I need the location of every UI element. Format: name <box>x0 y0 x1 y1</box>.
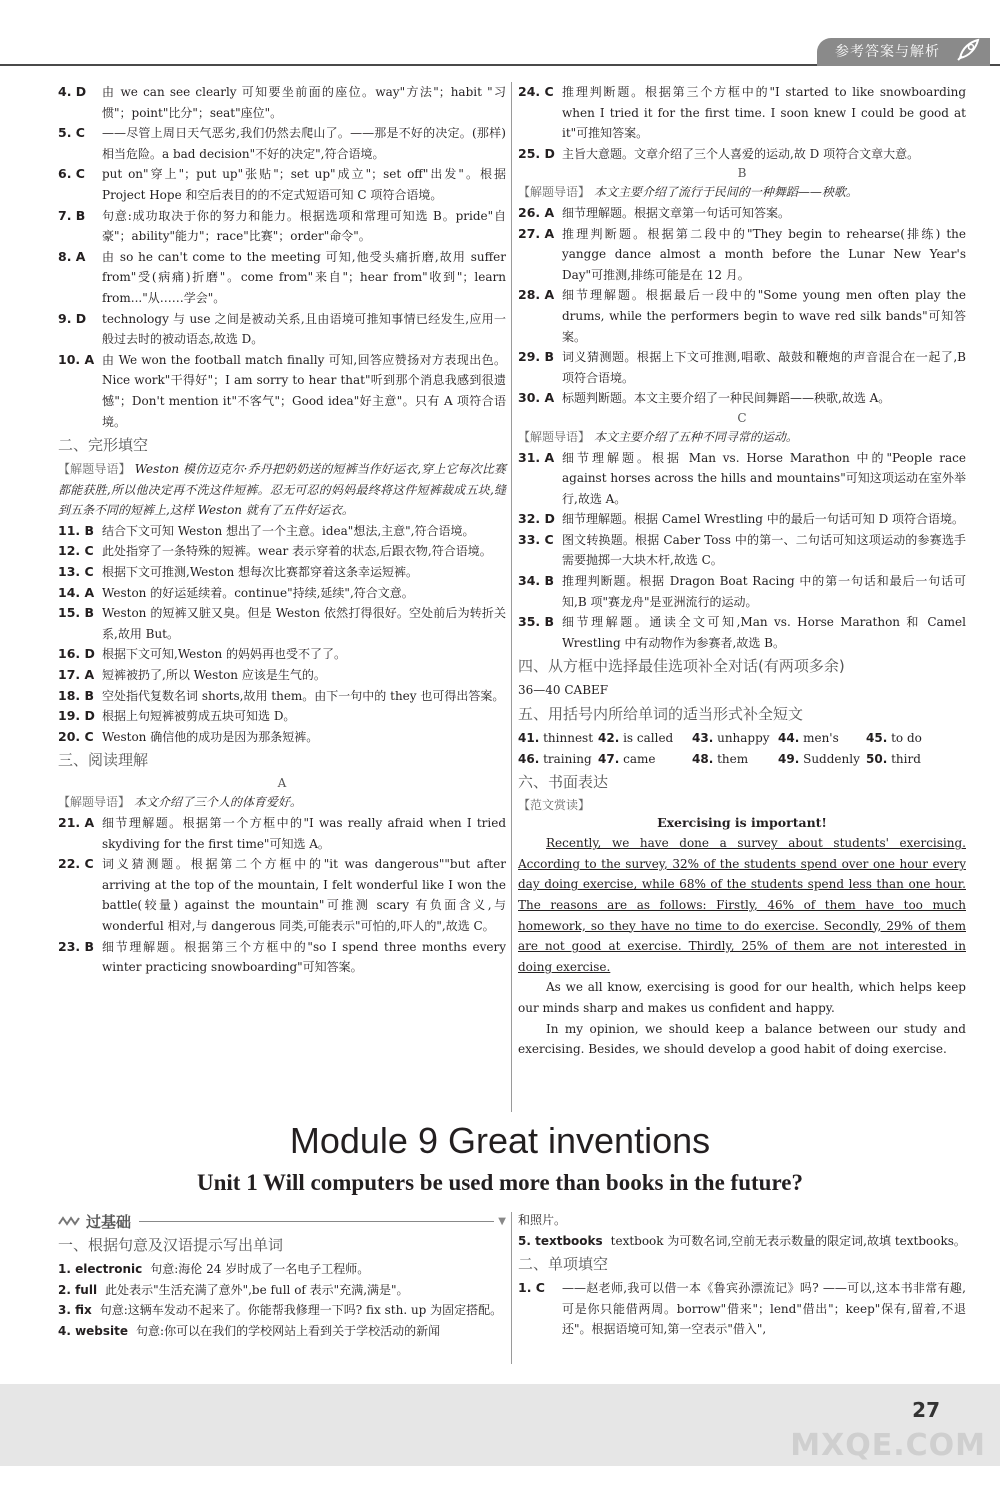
essay-paragraph-3: In my opinion, we should keep a balance between our study and exercising. Besides, we should develop a good habit of doing exercise. <box>518 1021 966 1057</box>
answer-explanation: 此处表示"生活充满了意外",be full of 表示"充满,满是"。 <box>105 1282 409 1297</box>
sample-tag: 【范文赏读】 <box>518 798 591 813</box>
base-heading-label: 过基础 <box>86 1212 132 1231</box>
answer-number: 28. A <box>518 287 555 303</box>
answer-row <box>518 1231 966 1252</box>
answer-explanation: Weston 确信他的成功是因为那条短裤。 <box>102 729 319 744</box>
word-fill-item <box>518 728 598 749</box>
answer-explanation: ——尽管上周日天气恶劣,我们仍然去爬山了。——那是不好的决定。(那样)相当危险。a bad decision"不好的决定",符合语境。 <box>102 126 506 161</box>
answer-number: 16. D <box>58 646 95 662</box>
passage-a-letter: A <box>277 776 287 791</box>
answers-list-6 <box>518 448 966 654</box>
answer-explanation: 词义猜测题。根据第二个方框中的"it was dangerous""but after arriving at the top of the mountain, I felt wonderful like I won the battle(较量) against the mountain"可推测 scary 有负面含义,与 wonderful 相对,与 dangerous 同类,可能表示"可怕的,吓人的",故选 C。 <box>102 857 506 933</box>
answer-row <box>58 937 506 978</box>
answer-explanation: 根据下文可推测,Weston 想每次比赛都穿着这条幸运短裤。 <box>102 565 419 580</box>
answer-explanation: ——赵老师,我可以借一本《鲁宾孙漂流记》吗? ——可以,这本书非常有趣,可是你只能借两周。borrow"借来"；lend"借出"；keep"保有,留着,不退还"。根据语境可知,第一空表示"借入", <box>562 1281 966 1337</box>
answer-explanation: 结合下文可知 Weston 想出了一个主意。idea"想法,主意",符合语境。 <box>102 523 475 538</box>
word-fill-answer: is called <box>623 731 674 746</box>
word-fill-item <box>692 728 778 749</box>
answer-number: 26. A <box>518 204 555 220</box>
chevron-down-icon: ▼ <box>498 1215 506 1227</box>
guide-text: Weston 模仿迈克尔·乔丹把奶奶送的短裤当作好运衣,穿上它每次比赛都能获胜,所以他决定再不洗这件短裤。忍无可忍的妈妈最终将这件短裤裁成五块,缝到五条不同的短裤上,这样 Weston 就有了五件好运衣。 <box>58 462 506 518</box>
word-fill-number: 48. <box>692 751 714 766</box>
answer-number: 32. D <box>518 511 555 527</box>
answer-explanation: 句意:成功取决于你的努力和能力。根据选项和常理可知选 B。pride"自豪"；ability"能力"；race"比赛"；order"命令"。 <box>102 208 506 244</box>
answer-row <box>58 686 506 707</box>
answer-explanation: 细节理解题。根据 Man vs. Horse Marathon 中的"People race against horses across the hills and mountains"可知这项运动在室外举行,故选 A。 <box>562 450 966 506</box>
header-tab: 参考答案与解析 <box>817 38 990 66</box>
reading-section-title: 三、阅读理解 <box>58 751 149 770</box>
word-fill-number: 47. <box>598 751 620 766</box>
word-fill-answer: unhappy <box>717 731 770 746</box>
answer-row <box>518 388 966 409</box>
answer-explanation: 主旨大意题。文章介绍了三个人喜爱的运动,故 D 项符合文章大意。 <box>562 146 920 161</box>
answer-explanation: 句意:这辆车发动不起来了。你能帮我修理一下吗? fix sth. up 为固定搭配。 <box>99 1303 503 1318</box>
answer-row <box>58 541 506 562</box>
word-fill-item <box>866 749 956 770</box>
word-fill-item <box>598 749 692 770</box>
guide-text: 本文介绍了三个人的体育爱好。 <box>133 795 302 810</box>
answer-number: 2. full <box>58 1282 98 1297</box>
bottom-left-column <box>58 1210 506 1341</box>
answer-explanation: 根据下文可知,Weston 的妈妈再也受不了了。 <box>102 647 347 662</box>
answer-row <box>58 813 506 854</box>
word-fill-answer: Suddenly <box>803 751 860 766</box>
answer-explanation: 句意:你可以在我们的学校网站上看到关于学校活动的新闻 <box>136 1323 441 1338</box>
word-fill-answer: to do <box>891 731 922 746</box>
answer-number: 30. A <box>518 390 555 406</box>
guide-tag: 【解题导语】 <box>58 795 131 810</box>
word-answers <box>58 1259 506 1341</box>
answer-explanation: 细节理解题。根据文章第一句话可知答案。 <box>562 205 791 220</box>
word-fill-answer: thinnest <box>543 731 594 746</box>
answer-explanation: put on"穿上"；put up"张贴"；set up"成立"；set off"出发"。根据 Project Hope 和空后表目的的不定式短语可知 C 项符合语境。 <box>102 167 506 202</box>
dialogue-answer-text: 36—40 CABEF <box>518 683 609 698</box>
answer-number: 35. B <box>518 614 555 630</box>
word-fill-item <box>778 749 866 770</box>
answer-number: 4. D <box>58 84 87 99</box>
answer-row <box>58 1321 506 1342</box>
answer-number: 5. textbooks <box>518 1233 603 1248</box>
passage-c-letter: C <box>737 410 747 425</box>
answer-explanation: 细节理解题。根据 Camel Wrestling 中的最后一句话可知 D 项符合语境。 <box>562 512 965 527</box>
answer-row <box>518 612 966 653</box>
continued-text <box>518 1210 966 1231</box>
answer-number: 24. C <box>518 84 554 99</box>
left-column <box>58 82 506 978</box>
answer-number: 33. C <box>518 531 554 547</box>
answer-number: 9. D <box>58 310 87 326</box>
answer-number: 3. fix <box>58 1303 92 1318</box>
answer-number: 31. A <box>518 449 555 465</box>
heading-rule <box>139 1221 494 1222</box>
answer-row <box>58 521 506 542</box>
word-fill-number: 44. <box>778 731 800 746</box>
word-fill-number: 41. <box>518 731 540 746</box>
module-title: Module 9 Great inventions <box>289 1120 711 1161</box>
answer-row <box>58 706 506 727</box>
answers-list-1 <box>58 82 506 432</box>
answer-number: 1. C <box>518 1280 545 1296</box>
answer-explanation: 标题判断题。本文主要介绍了一种民间舞蹈——秧歌,故选 A。 <box>562 391 891 406</box>
watermark-stamp: MXQE.COM <box>790 1428 986 1463</box>
answer-explanation: textbook 为可数名词,空前无表示数量的限定词,故填 textbooks。 <box>610 1233 966 1248</box>
cloze-section-title: 二、完形填空 <box>58 436 149 455</box>
answer-row <box>58 1259 506 1280</box>
word-fill-answer: men's <box>803 731 839 746</box>
answer-number: 13. C <box>58 564 94 580</box>
words-section-title: 五、用括号内所给单词的适当形式补全短文 <box>518 705 804 724</box>
word-fill-number: 42. <box>598 731 620 746</box>
word-fill-number: 43. <box>692 731 714 746</box>
choice-answers <box>518 1278 966 1340</box>
passage-b-guide <box>518 182 966 203</box>
answer-row <box>518 347 966 388</box>
answer-row <box>58 665 506 686</box>
answer-number: 17. A <box>58 667 95 683</box>
answer-explanation: 句意:海伦 24 岁时成了一名电子工程师。 <box>150 1262 370 1276</box>
answer-number: 20. C <box>58 728 94 744</box>
page-header <box>0 0 1000 70</box>
answer-row <box>58 583 506 604</box>
answer-row <box>58 1300 506 1321</box>
essay-paragraph-2: As we all know, exercising is good for our health, which helps keep our minds sharp and makes us confident and happy. <box>518 980 966 1015</box>
guide-tag: 【解题导语】 <box>518 429 591 444</box>
passage-c-guide <box>518 427 966 448</box>
answer-explanation: 细节理解题。通读全文可知,Man vs. Horse Marathon 和 Camel Wrestling 中有动物作为参赛者,故选 B。 <box>562 615 966 650</box>
word-fill-item <box>778 728 866 749</box>
answer-explanation: 推理判断题。根据第二段中的"They begin to rehearse(排练) the yangge dance almost a month before the Lunar New Year's Day"可推测,排练可能是在 12 月。 <box>562 226 966 282</box>
word-fill-answer: training <box>543 751 592 766</box>
answer-number: 1. electronic <box>58 1262 143 1276</box>
base-heading <box>58 1210 506 1232</box>
answer-row <box>518 224 966 286</box>
dialogue-section-title: 四、从方框中选择最佳选项补全对话(有两项多余) <box>518 657 845 676</box>
answer-row <box>518 203 966 224</box>
answer-row <box>58 164 506 205</box>
writing-section-title: 六、书面表达 <box>518 773 609 792</box>
word-fill-answer: them <box>717 751 749 766</box>
answer-explanation: 图文转换题。根据 Caber Toss 中的第一、二句话可知这项运动的参赛选手需要抛掷一大块木杆,故选 C。 <box>562 532 966 568</box>
page-footer <box>0 1384 1000 1466</box>
answer-number: 34. B <box>518 573 555 589</box>
word-fill-answer: came <box>623 751 656 766</box>
word-fill-item <box>598 728 692 749</box>
answer-number: 27. A <box>518 225 555 241</box>
answer-explanation: 词义猜测题。根据上下文可推测,唱歌、敲鼓和鞭炮的声音混合在一起了,B 项符合语境。 <box>562 350 966 385</box>
passage-b-letter: B <box>737 166 747 181</box>
answers-list-4 <box>518 82 966 164</box>
guide-tag: 【解题导语】 <box>518 185 591 200</box>
answer-row <box>58 247 506 309</box>
answer-number: 10. A <box>58 351 95 367</box>
answer-explanation: 短裤被扔了,所以 Weston 应该是生气的。 <box>102 668 326 683</box>
answer-explanation: Weston 的短裤又脏又臭。但是 Weston 依然打得很好。空处前后为转折关系,故用 But。 <box>102 606 506 641</box>
essay-title: Exercising is important! <box>657 815 827 831</box>
answer-explanation: 推理判断题。根据 Dragon Boat Racing 中的第一句话和最后一句话可知,B 项"赛龙舟"是亚洲流行的运动。 <box>562 574 966 609</box>
answer-explanation: 由 so he can't come to the meeting 可知,他受头痛折磨,故用 suffer from"受(病痛)折磨"。come from"来自"；hear from"收到"；learn from..."从……学会"。 <box>102 249 506 305</box>
answer-row <box>518 82 966 144</box>
answer-number: 15. B <box>58 605 95 621</box>
answer-row <box>58 562 506 583</box>
answer-explanation: 推理判断题。根据第三个方框中的"I started to like snowboarding when I tried it for the first time. I soon knew I could be good at it"可推知答案。 <box>562 85 966 141</box>
column-divider <box>511 82 512 1112</box>
answer-explanation: Weston 的好运延续着。continue"持续,延续",符合文意。 <box>102 585 414 600</box>
answer-row <box>58 727 506 748</box>
cloze-guide <box>58 459 506 521</box>
word-fill-number: 45. <box>866 731 888 746</box>
word-fill-number: 50. <box>866 751 888 766</box>
answer-number: 22. C <box>58 856 94 872</box>
answer-number: 8. A <box>58 248 86 264</box>
word-fill-item <box>866 728 956 749</box>
essay-paragraph-1: Recently, we have done a survey about students' exercising. According to the survey, 32% of the students spend over one hour every day doing exercise, while 68% of the students spend less than one hour. The reasons are as follows: Firstly, 46% of them have too much homework, so they have no time to do exercise. Secondly, 29% of them are not good at exercise. Thirdly, 25% of them are not interested in doing exercise. <box>518 836 966 974</box>
answer-row <box>58 350 506 432</box>
answers-list-5 <box>518 203 966 409</box>
answer-explanation: 此处指穿了一条特殊的短裤。wear 表示穿着的状态,后跟衣物,符合语境。 <box>102 544 492 559</box>
answer-row <box>518 509 966 530</box>
answer-explanation: 空处指代复数名词 shorts,故用 them。由下一句中的 they 也可得出答案。 <box>102 688 505 703</box>
answer-explanation: 细节理解题。根据第一个方框中的"I was really afraid when I tried skydiving for the first time"可知选 A。 <box>102 816 506 851</box>
answer-row <box>58 82 506 123</box>
word-fill-answer: third <box>891 751 921 766</box>
answer-number: 6. C <box>58 166 85 182</box>
answer-number: 19. D <box>58 708 95 724</box>
answer-row <box>58 644 506 665</box>
rocket-icon <box>952 36 982 66</box>
answer-number: 25. D <box>518 145 555 161</box>
answer-number: 7. B <box>58 207 86 223</box>
answer-row <box>58 1280 506 1301</box>
word-fill-number: 46. <box>518 751 540 766</box>
unit-title: Unit 1 Will computers be used more than books in the future? <box>197 1170 803 1195</box>
answers-list-3 <box>58 813 506 978</box>
continued-text-label: 和照片。 <box>518 1213 567 1227</box>
wave-icon <box>58 1215 80 1227</box>
answer-number: 23. B <box>58 938 95 954</box>
answer-number: 21. A <box>58 815 95 830</box>
answer-row <box>518 530 966 571</box>
guide-text: 本文主要介绍了流行于民间的一种舞蹈——秧歌。 <box>593 185 858 200</box>
guide-tag: 【解题导语】 <box>58 462 131 477</box>
answer-row <box>58 603 506 644</box>
answer-number: 11. B <box>58 522 95 538</box>
answer-row <box>518 571 966 612</box>
answer-row <box>518 1278 966 1340</box>
answer-row <box>58 206 506 247</box>
answer-row <box>518 448 966 510</box>
passage-a-guide <box>58 792 506 813</box>
answer-explanation: 由 we can see clearly 可知要坐前面的座位。way"方法"；habit "习惯"；point"比分"；seat"座位"。 <box>102 85 506 120</box>
answer-number: 5. C <box>58 125 85 141</box>
answer-explanation: 细节理解题。根据最后一段中的"Some young men often play the drums, while the performers begin to wave red silk bands"可知答案。 <box>562 288 966 344</box>
answer-row <box>58 123 506 164</box>
page-number: 27 <box>912 1398 940 1422</box>
answer-row <box>58 309 506 350</box>
answer-number: 18. B <box>58 687 95 703</box>
bottom-divider <box>511 1212 512 1364</box>
answer-row <box>58 854 506 936</box>
answer-explanation: 根据上句短裤被剪成五块可知选 D。 <box>102 709 296 724</box>
answer-explanation: 由 We won the football match finally 可知,回答应赞扬对方表现出色。Nice work"干得好"；I am sorry to hear that"听到那个消息我感到很遗憾"；Don't mention it"不客气"；Good idea"好主意"。只有 A 项符合语境。 <box>102 352 506 429</box>
dialogue-answer <box>518 680 966 701</box>
word-fill-item <box>692 749 778 770</box>
answer-number: 4. website <box>58 1323 129 1338</box>
answer-number: 14. A <box>58 584 95 600</box>
word-fill-number: 49. <box>778 751 800 766</box>
answer-number: 29. B <box>518 349 555 365</box>
answer-explanation: technology 与 use 之间是被动关系,且由语境可推知事情已经发生,应用一般过去时的被动语态,故选 D。 <box>102 311 506 347</box>
word-fill-item <box>518 749 598 770</box>
words-hint-title: 一、根据句意及汉语提示写出单词 <box>58 1236 284 1254</box>
bottom-right-column <box>518 1210 966 1340</box>
answer-row <box>518 144 966 165</box>
right-word-answers <box>518 1231 966 1252</box>
word-fill-grid <box>518 728 966 769</box>
answers-list-2 <box>58 521 506 748</box>
guide-text: 本文主要介绍了五种不同寻常的运动。 <box>593 429 798 444</box>
answer-row <box>518 285 966 347</box>
answer-explanation: 细节理解题。根据第三个方框中的"so I spend three months every winter practicing snowboarding"可知答案。 <box>102 939 506 975</box>
answer-number: 12. C <box>58 543 94 559</box>
choice-section-title: 二、单项填空 <box>518 1255 609 1274</box>
right-column <box>518 82 966 1060</box>
